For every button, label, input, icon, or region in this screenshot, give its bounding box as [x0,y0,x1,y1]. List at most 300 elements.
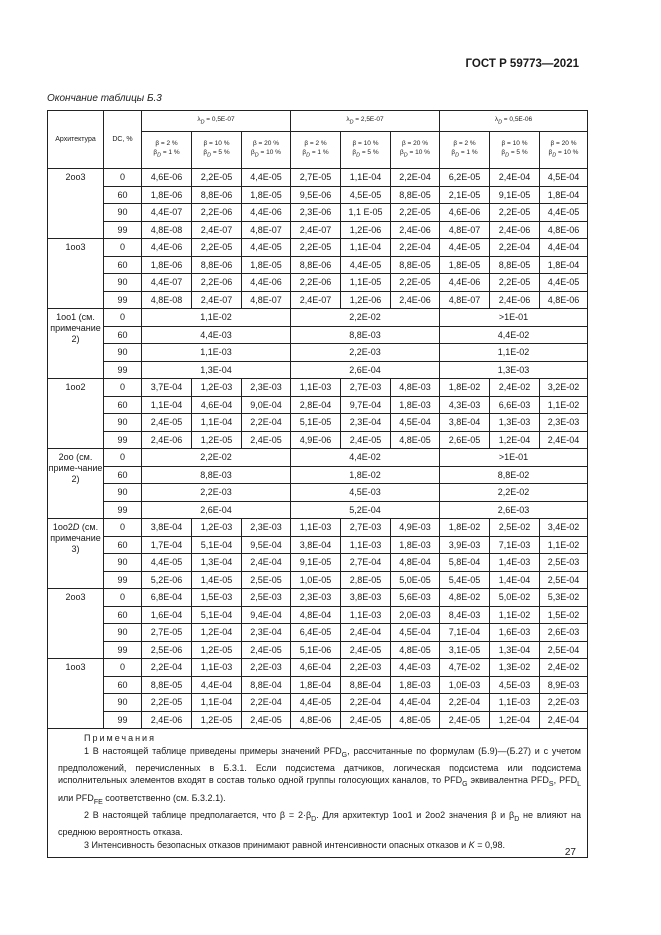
value-cell: 8,8E-06 [192,256,242,274]
value-cell: 2,2E-04 [391,169,440,187]
value-cell: 4,3E-03 [440,396,490,414]
value-cell: 4,5E-05 [341,186,391,204]
value-cell: 1,8E-04 [291,676,341,694]
dc-cell: 0 [104,519,142,537]
note-n3 [58,839,581,852]
value-cell: 4,4E-04 [391,694,440,712]
beta-d-symbol: β [153,149,158,157]
table-row [48,239,588,257]
beta-d-symbol: β [302,149,307,157]
value-cell: 2,4E-07 [291,291,341,309]
table-row [48,641,588,659]
architecture-cell: 1oo2 [48,379,104,449]
value-cell: 2,4E-04 [540,431,588,449]
table-row [48,589,588,607]
value-cell: 4,5E-04 [391,414,440,432]
value-cell: 1,2E-05 [192,431,242,449]
value-cell: 1,8E-06 [142,186,192,204]
value-cell: 2,3E-06 [291,204,341,222]
value-cell: 8,8E-04 [242,676,291,694]
value-cell: 1,6E-03 [490,624,540,642]
value-cell: 1,8E-04 [540,256,588,274]
value-cell: 1,3E-04 [142,361,291,379]
architecture-suffix: (см. примечание 3) [50,522,101,554]
value-cell: 4,4E-05 [291,694,341,712]
beta-d-value: = 5 % [509,149,528,157]
dc-cell: 99 [104,221,142,239]
value-cell: 1,1E-03 [192,659,242,677]
table-row [48,326,588,344]
dc-cell: 60 [104,466,142,484]
value-cell: 1,4E-03 [490,554,540,572]
beta-header [490,132,540,169]
value-cell: 4,6E-06 [440,204,490,222]
value-cell: 9,5E-04 [242,536,291,554]
value-cell: 1,8E-03 [391,396,440,414]
value-cell: 4,4E-03 [142,326,291,344]
architecture-cell: 2oo3 [48,169,104,239]
value-cell: 6,6E-03 [490,396,540,414]
note-n1 [58,745,581,809]
value-cell: 1,1E-02 [540,536,588,554]
value-cell: 2,6E-04 [291,361,440,379]
table-row [48,659,588,677]
table-row [48,221,588,239]
value-cell: 3,8E-04 [142,519,192,537]
value-cell: 2,5E-03 [242,589,291,607]
dc-cell: 90 [104,554,142,572]
value-cell: 4,4E-05 [142,554,192,572]
table-row [48,571,588,589]
beta-d-subscript: D [207,152,212,159]
value-cell: 2,4E-04 [341,624,391,642]
value-cell: 1,1E-05 [341,274,391,292]
dc-cell: 99 [104,571,142,589]
value-cell: 2,3E-04 [341,414,391,432]
table-row [48,309,588,327]
value-cell: 2,3E-03 [242,519,291,537]
value-cell: 3,7E-04 [142,379,192,397]
value-cell: 8,8E-03 [142,466,291,484]
value-cell: 1,0E-03 [440,676,490,694]
beta-header [440,132,490,169]
value-cell: 2,2E-04 [490,239,540,257]
value-cell: 4,8E-08 [142,221,192,239]
lambda-symbol: λ [346,115,350,123]
value-cell: 2,6E-04 [142,501,291,519]
value-cell: 4,5E-03 [291,484,440,502]
dc-cell: 0 [104,379,142,397]
note-text: D [311,815,317,823]
value-cell: 2,2E-04 [142,659,192,677]
lambda-header-row [48,111,588,132]
value-cell: 1,1E-02 [540,396,588,414]
value-cell: 2,2E-05 [192,239,242,257]
value-cell: 1,0E-05 [291,571,341,589]
dc-cell: 99 [104,501,142,519]
dc-cell: 0 [104,239,142,257]
value-cell: 9,1E-05 [490,186,540,204]
notes-cell [48,729,588,858]
value-cell: 4,8E-07 [440,221,490,239]
value-cell: 1,8E-05 [440,256,490,274]
value-cell: 1,3E-04 [192,554,242,572]
value-cell: 2,4E-06 [490,291,540,309]
beta-d-symbol: β [400,149,404,157]
dc-cell: 0 [104,169,142,187]
beta-d-symbol: β [203,149,208,157]
col-dc-header: DC, % [104,111,142,169]
value-cell: 1,8E-05 [242,256,291,274]
value-cell: 2,2E-03 [291,344,440,362]
value-cell: 1,2E-05 [192,711,242,729]
lambda-header [291,111,440,132]
note-text: S [548,781,554,789]
table-row [48,274,588,292]
beta-value: β = 20 % [253,140,279,148]
dc-cell: 60 [104,256,142,274]
value-cell: 9,1E-05 [291,554,341,572]
lambda-subscript: D [349,119,354,126]
value-cell: 1,2E-05 [192,641,242,659]
architecture-italic: D [72,522,80,532]
dc-cell: 99 [104,641,142,659]
lambda-subscript: D [200,119,205,126]
value-cell: 1,1E-03 [291,519,341,537]
lambda-value: = 0,5E-07 [204,115,235,123]
value-cell: 4,4E-06 [440,274,490,292]
value-cell: 2,4E-05 [142,414,192,432]
value-cell: 3,1E-05 [440,641,490,659]
value-cell: 2,4E-05 [242,711,291,729]
beta-value: β = 2 % [453,140,476,148]
dc-cell: 99 [104,431,142,449]
dc-cell: 90 [104,344,142,362]
beta-value: β = 10 % [352,140,379,148]
note-n2 [58,809,581,839]
table-caption: Окончание таблицы Б.3 [47,93,162,104]
value-cell: 2,2E-05 [391,274,440,292]
value-cell: 1,8E-04 [540,186,588,204]
table-row [48,676,588,694]
value-cell: 1,1E-03 [291,379,341,397]
note-text: , рассчитанные по формулам (Б.9)—(Б.27) и с учетом предположений, перечисленных в Б.3.1. Если подсистема датчиков, логическая подсистема или подсистема исполнительных элементов входят в состав только одной группы голосующих каналов, то PFD [58,745,581,786]
value-cell: 4,4E-03 [391,659,440,677]
note-text: или PFD [58,792,94,803]
value-cell: 2,2E-05 [291,239,341,257]
value-cell: 5,0E-05 [391,571,440,589]
value-cell: 2,7E-03 [341,519,391,537]
value-cell: 2,4E-05 [440,711,490,729]
value-cell: 4,8E-05 [391,711,440,729]
value-cell: 5,8E-04 [440,554,490,572]
note-text: 2 В настоящей таблице предполагается, что β = 2·β [84,809,312,820]
value-cell: 4,7E-02 [440,659,490,677]
note-text: эквивалентна PFD [467,775,549,786]
value-cell: 5,1E-04 [192,536,242,554]
value-cell: 3,4E-02 [540,519,588,537]
value-cell: 2,1E-05 [440,186,490,204]
value-cell: 1,1E-04 [142,396,192,414]
note-text: соответственно (см. Б.3.2.1). [102,792,226,803]
value-cell: 1,8E-02 [440,379,490,397]
value-cell: 5,2E-06 [142,571,192,589]
value-cell: 1,1E-04 [192,414,242,432]
value-cell: 1,1 E-05 [341,204,391,222]
value-cell: 9,5E-06 [291,186,341,204]
value-cell: 4,8E-08 [142,291,192,309]
note-text: D [514,815,520,823]
table-row [48,554,588,572]
value-cell: 1,1E-04 [341,169,391,187]
value-cell: 4,4E-02 [291,449,440,467]
value-cell: 1,1E-04 [192,694,242,712]
dc-cell: 99 [104,361,142,379]
value-cell: >1E-01 [440,309,588,327]
architecture-cell: 1oo3 [48,239,104,309]
table-row [48,711,588,729]
value-cell: 1,2E-04 [490,431,540,449]
value-cell: 2,4E-06 [391,291,440,309]
value-cell: 4,4E-04 [540,239,588,257]
lambda-symbol: λ [494,115,499,123]
value-cell: 4,8E-07 [440,291,490,309]
value-cell: 5,4E-05 [440,571,490,589]
value-cell: 2,2E-06 [192,204,242,222]
value-cell: 2,6E-05 [440,431,490,449]
dc-cell: 90 [104,624,142,642]
value-cell: 2,4E-04 [242,554,291,572]
value-cell: 2,2E-05 [490,274,540,292]
beta-header [391,132,440,169]
value-cell: 4,4E-05 [341,256,391,274]
value-cell: 5,6E-03 [391,589,440,607]
value-cell: 2,2E-03 [142,484,291,502]
value-cell: 2,3E-03 [540,414,588,432]
beta-d-value: = 1 % [459,149,478,157]
beta-d-subscript: D [306,152,311,159]
beta-value: β = 20 % [402,140,428,148]
value-cell: 2,2E-04 [242,694,291,712]
value-cell: 4,4E-07 [142,274,192,292]
table-row [48,186,588,204]
value-cell: 4,4E-05 [540,204,588,222]
value-cell: 8,8E-03 [291,326,440,344]
value-cell: 1,3E-02 [490,659,540,677]
value-cell: 9,0E-04 [242,396,291,414]
note-text: FE [93,798,103,806]
table-row [48,169,588,187]
value-cell: 1,1E-02 [142,309,291,327]
value-cell: 6,2E-05 [440,169,490,187]
value-cell: 2,7E-05 [291,169,341,187]
value-cell: 2,4E-05 [341,431,391,449]
dc-cell: 0 [104,449,142,467]
value-cell: 7,1E-03 [490,536,540,554]
dc-cell: 60 [104,396,142,414]
page-number: 27 [564,847,576,858]
table-row [48,204,588,222]
beta-header [341,132,391,169]
value-cell: 7,1E-04 [440,624,490,642]
value-cell: 2,4E-05 [242,431,291,449]
beta-d-value: = 10 % [556,149,579,157]
beta-value: β = 20 % [550,140,577,148]
value-cell: 3,8E-04 [291,536,341,554]
dc-cell: 0 [104,309,142,327]
value-cell: 1,2E-04 [490,711,540,729]
value-cell: 1,2E-06 [341,221,391,239]
value-cell: 1,1E-03 [341,606,391,624]
beta-value: β = 2 % [304,140,327,148]
value-cell: 2,4E-07 [291,221,341,239]
value-cell: 4,9E-03 [391,519,440,537]
dc-cell: 90 [104,204,142,222]
value-cell: 9,4E-04 [242,606,291,624]
value-cell: 1,2E-06 [341,291,391,309]
value-cell: 1,5E-03 [192,589,242,607]
value-cell: 2,4E-06 [391,221,440,239]
beta-header [291,132,341,169]
dc-cell: 99 [104,711,142,729]
lambda-value: = 2,5E-07 [353,115,384,123]
dc-cell: 60 [104,186,142,204]
beta-header [540,132,588,169]
value-cell: 1,1E-02 [440,344,588,362]
value-cell: 2,4E-02 [490,379,540,397]
value-cell: 4,6E-04 [192,396,242,414]
value-cell: 1,1E-03 [142,344,291,362]
value-cell: 2,5E-06 [142,641,192,659]
table-row [48,291,588,309]
beta-d-symbol: β [352,149,357,157]
value-cell: 2,5E-04 [540,571,588,589]
table-body [48,111,588,858]
value-cell: 3,9E-03 [440,536,490,554]
value-cell: 5,1E-04 [192,606,242,624]
value-cell: 2,5E-05 [242,571,291,589]
value-cell: 2,4E-05 [341,641,391,659]
value-cell: 4,4E-05 [242,169,291,187]
note-text: , PFD [553,775,578,786]
beta-d-symbol: β [501,149,506,157]
beta-d-symbol: β [548,149,553,157]
architecture-name: 1oo2 [52,522,73,532]
value-cell: 1,1E-02 [490,606,540,624]
value-cell: 4,8E-04 [291,606,341,624]
value-cell: 4,5E-03 [490,676,540,694]
beta-d-value: = 5 % [211,149,230,157]
value-cell: 2,7E-03 [341,379,391,397]
col-architecture-header: Архитектура [48,111,104,169]
value-cell: 2,2E-02 [440,484,588,502]
dc-cell: 0 [104,659,142,677]
value-cell: 5,1E-06 [291,641,341,659]
value-cell: 1,4E-04 [490,571,540,589]
beta-d-subscript: D [157,152,162,159]
value-cell: 1,2E-04 [192,624,242,642]
dc-cell: 90 [104,414,142,432]
beta-d-subscript: D [356,152,361,159]
value-cell: 4,4E-06 [142,239,192,257]
value-cell: 4,8E-03 [391,379,440,397]
value-cell: 1,7E-04 [142,536,192,554]
value-cell: 4,4E-05 [540,274,588,292]
value-cell: 4,4E-07 [142,204,192,222]
data-table [47,110,588,858]
dc-cell: 0 [104,589,142,607]
value-cell: 2,2E-04 [391,239,440,257]
beta-d-symbol: β [451,149,456,157]
value-cell: 2,4E-05 [242,641,291,659]
value-cell: 2,2E-03 [242,659,291,677]
value-cell: 2,7E-04 [341,554,391,572]
value-cell: 1,6E-04 [142,606,192,624]
value-cell: 1,5E-02 [540,606,588,624]
table-row [48,466,588,484]
table-row [48,379,588,397]
value-cell: 2,2E-05 [391,204,440,222]
beta-d-value: = 1 % [161,149,180,157]
value-cell: 1,3E-04 [490,641,540,659]
beta-d-subscript: D [505,152,510,159]
value-cell: 2,4E-06 [142,711,192,729]
value-cell: 2,5E-04 [540,641,588,659]
note-text: K [468,839,475,850]
value-cell: 4,4E-05 [242,239,291,257]
beta-value: β = 10 % [203,140,230,148]
value-cell: 1,8E-06 [142,256,192,274]
lambda-value: = 0,5E-06 [501,115,533,123]
value-cell: 4,4E-02 [440,326,588,344]
value-cell: 2,4E-02 [540,659,588,677]
value-cell: 2,5E-03 [540,554,588,572]
value-cell: 2,4E-05 [341,711,391,729]
architecture-cell [48,519,104,589]
note-text: L [577,781,581,789]
value-cell: 2,8E-05 [341,571,391,589]
note-text: 3 Интенсивность безопасных отказов принимают равной интенсивности опасных отказов и [84,839,469,850]
value-cell: 4,8E-04 [391,554,440,572]
table-row [48,484,588,502]
value-cell: 2,5E-02 [490,519,540,537]
value-cell: 2,2E-04 [341,694,391,712]
architecture-cell: 1oo1 (см. примечание 2) [48,309,104,379]
dc-cell: 60 [104,606,142,624]
table-row [48,624,588,642]
value-cell: 1,8E-02 [440,519,490,537]
value-cell: 2,2E-04 [242,414,291,432]
value-cell: 2,8E-04 [291,396,341,414]
value-cell: 1,8E-05 [242,186,291,204]
value-cell: 2,4E-06 [490,221,540,239]
value-cell: 4,8E-05 [391,641,440,659]
value-cell: 4,4E-06 [242,274,291,292]
value-cell: 1,2E-03 [192,519,242,537]
value-cell: 4,8E-05 [391,431,440,449]
value-cell: 8,8E-04 [341,676,391,694]
lambda-header [440,111,588,132]
value-cell: 4,6E-04 [291,659,341,677]
beta-d-subscript: D [552,152,557,159]
value-cell: 2,2E-05 [490,204,540,222]
beta-d-symbol: β [251,149,255,157]
beta-d-value: = 1 % [310,149,329,157]
value-cell: 8,4E-03 [440,606,490,624]
value-cell: 5,2E-04 [291,501,440,519]
value-cell: >1E-01 [440,449,588,467]
value-cell: 1,8E-02 [291,466,440,484]
